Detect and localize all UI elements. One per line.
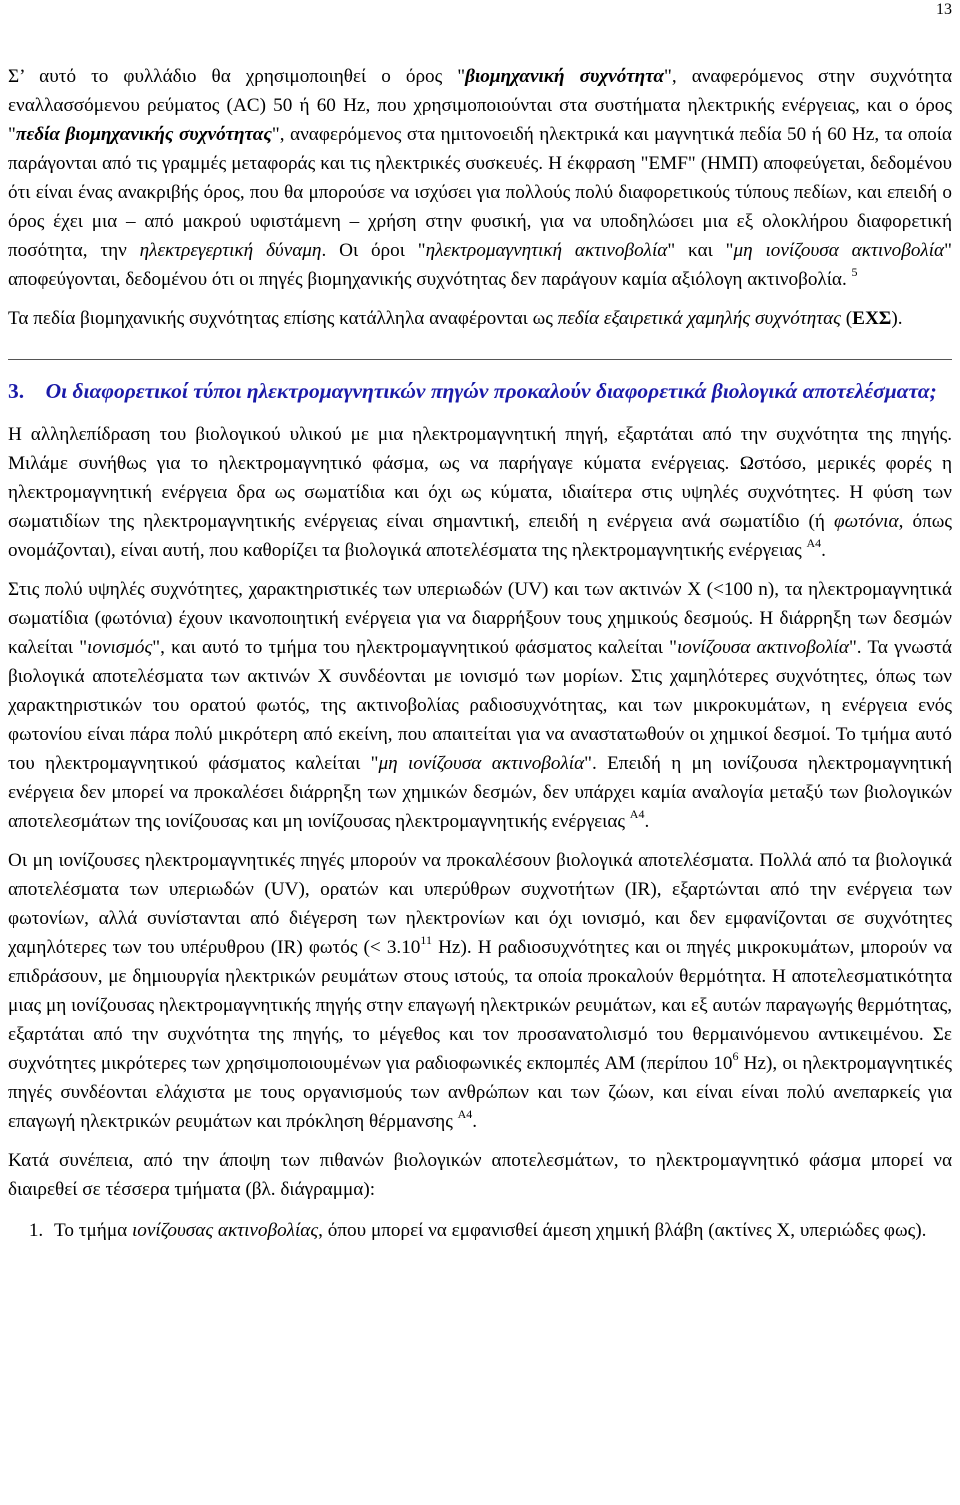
section-heading xyxy=(8,376,952,406)
exponent: 6 xyxy=(732,1049,739,1063)
section-divider xyxy=(8,359,952,360)
paragraph-elf: Τα πεδία βιομηχανικής συχνότητας επίσης κατάλληλα αναφέρονται ως πεδία εξαιρετικά χαμηλής συχνότητας (ΕΧΣ). xyxy=(8,308,903,329)
term-non-ionizing: μη ιονίζουσα ακτινοβολία xyxy=(733,240,945,261)
term-photons: φωτόνια xyxy=(834,511,899,532)
term-non-ionizing-radiation: μη ιονίζουσα ακτινοβολία xyxy=(378,753,585,774)
term-emf: ηλεκτρεγερτική δύναμη xyxy=(139,240,322,261)
section-number: 3. xyxy=(8,379,25,403)
exponent: 11 xyxy=(420,933,432,947)
citation-ref: A4 xyxy=(806,536,822,550)
paragraph-interaction: Η αλληλεπίδραση του βιολογικού υλικού με μια ηλεκτρομαγνητική πηγή, εξαρτάται από την συχνότητα της πηγής. Μιλάμε συνήθως για το ηλεκτρομαγνητικό φάσμα, ως να παρήγαγε κύματα ενέργειας. Ωστόσο, μερικές φορές η ηλεκτρομαγνητική ενέργεια δρα ως σωματίδια και όχι ως κύματα, ιδιαίτερα στις υψηλές συχνότητες. Η φύση των σωματιδίων της ηλεκτρομαγνητικής ενέργειας είναι σημαντική, επειδή η ενέργεια ανά σωματίδιο (ή φωτόνια, όπως ονομάζονται), είναι αυτή, που καθορίζει τα βιολογικά αποτελέσματα της ηλεκτρομαγνητικής ενέργειας $^{A4}$. xyxy=(8,424,952,561)
list-item: 1. Το τμήμα ιονίζουσας ακτινοβολίας, όπου μπορεί να εμφανισθεί άμεση χημική βλάβη (ακτίνες X, υπεριώδες φως). xyxy=(48,1216,952,1245)
paragraph-ionization: Στις πολύ υψηλές συχνότητες, χαρακτηριστικές των υπεριωδών (UV) και των ακτινών X (<100 n), τα ηλεκτρομαγνητικά σωματίδια (φωτόνια) έχουν ικανοποιητική ενέργεια για να διαρρήξουν τους χημικούς δεσμούς. Η διάρρηξη των δεσμών καλείται "ιονισμός", και αυτό το τμήμα του ηλεκτρομαγνητικού φάσματος καλείται "ιονίζουσα ακτινοβολία". Τα γνωστά βιολογικά αποτελέσματα των ακτινών X συνδέονται με ιονισμό των μορίων. Στις χαμηλότερες συχνότητες, όπως των χαρακτηριστικών του ορατού φωτός, της ακτινοβολίας ραδιοσυχνότητας, και των μικροκυμάτων, η ενέργεια ενός φωτονίου είναι πάρα πολύ μικρότερη από εκείνη, που απαιτείται για να αναστατωθούν οι χημικοί δεσμοί. Το τμήμα αυτό του ηλεκτρομαγνητικού φάσματος καλείται "μη ιονίζουσα ακτινοβολία". Επειδή η μη ιονίζουσα ηλεκτρομαγνητική ενέργεια δεν μπορεί να προκαλέσει διάρρηξη των χημικών δεσμών, δεν υπάρχει καμία αναλογία μεταξύ των βιολογικών αποτελεσμάτων της ιονίζουσας και μη ιονίζουσας ηλεκτρομαγνητικής ενέργειας $^{A4}$. xyxy=(8,579,952,832)
term-em-radiation: ηλεκτρομαγνητική ακτινοβολία xyxy=(425,240,668,261)
paragraph-non-ionizing-effects: Οι μη ιονίζουσες ηλεκτρομαγνητικές πηγές μπορούν να προκαλέσουν βιολογικά αποτελέσματα. Πολλά από τα βιολογικά αποτελέσματα των υπεριωδών (UV), ορατών και υπερύθρων συχνοτήτων (IR), εξαρτώνται από την ενέργεια των φωτονίων, αλλά συνίστανται από διέγερση των ηλεκτρονίων και όχι ιονισμό, και δεν εμφανίζονται σε συχνότητες χαμηλότερες των του υπέρυθρου (IR) φωτός (< $3.10^{11}$ Hz). Η ραδιοσυχνότητες και οι πηγές μικροκυμάτων, μπορούν να επιδράσουν, με δημιουργία ηλεκτρικών ρευμάτων στους ιστούς, τα οποία προκαλούν θερμότητα. Η αποτελεσματικότητα μιας μη ιονίζουσας ηλεκτρομαγνητικής πηγής στην επαγωγή ηλεκτρικών ρευμάτων, και εξ αυτών παραγωγής θερμότητας, εξαρτάται από την συχνότητα της πηγής, το μέγεθος και τον προσανατολισμό του θερμαινόμενου αντικειμένου. Σε συχνότητες μικρότερες των χρησιμοποιουμένων για ραδιοφωνικές εκπομπές AM (περίπου $10^6$ Hz), οι ηλεκτρομαγνητικές πηγές συνδέονται ελάχιστα με τους οργανισμούς των ανθρώπων και των ζώων, και είναι είναι πολύ ανεπαρκείς για επαγωγή ηλεκτρικών ρευμάτων και πρόκληση θέρμανσης $^{A4}$. xyxy=(8,850,953,1132)
abbr-elf: ΕΧΣ xyxy=(852,308,892,329)
term-industrial-frequency: βιομηχανική συχνότητα xyxy=(465,66,665,87)
citation-ref: A4 xyxy=(629,807,645,821)
paragraph-spectrum-division: Κατά συνέπεια, από την άποψη των πιθανών βιολογικών αποτελεσμάτων, το ηλεκτρομαγνητικό φάσμα μπορεί να διαιρεθεί σε τέσσερα τμήματα (βλ. διάγραμμα): xyxy=(8,1150,952,1200)
term-elf: πεδία εξαιρετικά χαμηλής συχνότητας xyxy=(557,308,841,329)
term-ionizing-radiation: ιονίζουσας ακτινοβολίας xyxy=(131,1220,319,1241)
term-ionization: ιονισμός xyxy=(87,637,153,658)
citation-ref: A4 xyxy=(457,1107,473,1121)
term-industrial-frequency-fields: πεδία βιομηχανικής συχνότητας xyxy=(15,124,272,145)
page-number: 13 xyxy=(936,1,952,18)
document-body xyxy=(8,62,952,1245)
footnote-ref: 5 xyxy=(851,265,858,279)
term-ionizing-radiation: ιονίζουσα ακτινοβολία xyxy=(676,637,849,658)
spectrum-list xyxy=(8,1216,952,1245)
paragraph-terminology: Σ’ αυτό το φυλλάδιο θα χρησιμοποιηθεί ο όρος "βιομηχανική συχνότητα", αναφερόμενος στην συχνότητα εναλλασσόμενου ρεύματος (AC) 50 ή 60 Hz, που χρησιμοποιούνται στα συστήματα ηλεκτρικής ενέργειας, και ο όρος "πεδία βιομηχανικής συχνότητας", αναφερόμενος στα ημιτονοειδή ηλεκτρικά και μαγνητικά πεδία 50 ή 60 Hz, τα οποία παράγονται από τις γραμμές μεταφοράς και τις ηλεκτρικές συσκευές. Η έκφραση "EMF" (ΗΜΠ) αποφεύγεται, δεδομένου ότι είναι ένας ανακριβής όρος, που θα μπορούσε να ισχύσει για πολλούς πολύ διαφορετικούς τύπους πεδίων, και επειδή ο όρος έχει μια – από μακρού υφιστάμενη – χρήση στην φυσική, για να υποδηλώσει μια εξ ολοκλήρου διαφορετική ποσότητα, την ηλεκτρεγερτική δύναμη. Οι όροι "ηλεκτρομαγνητική ακτινοβολία" και "μη ιονίζουσα ακτινοβολία" αποφεύγονται, δεδομένου ότι οι πηγές βιομηχανικής συχνότητας δεν παράγουν καμία αξιόλογη ακτινοβολία. $^5$ xyxy=(8,66,952,290)
section-title: Οι διαφορετικοί τύποι ηλεκτρομαγνητικών πηγών προκαλούν διαφορετικά βιολογικά αποτελέσματα; xyxy=(45,379,937,403)
